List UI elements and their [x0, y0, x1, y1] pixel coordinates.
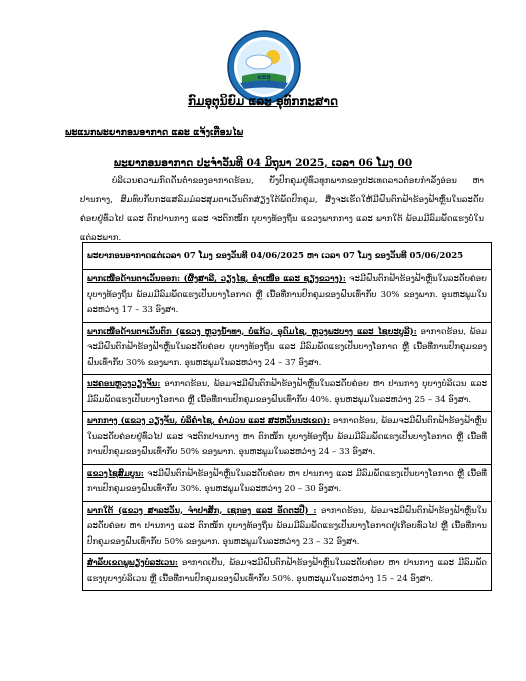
region-cell: [83, 322, 492, 375]
region-row-central: [83, 412, 492, 465]
region-cell: [83, 501, 492, 554]
region-row-south: [83, 501, 492, 554]
region-row-highlands: [83, 554, 492, 591]
ministry-name: ກົມອຸຕຸນິຍົມ ແລະ ອຸທົກກະສາດ: [187, 94, 339, 108]
region-row-north-west: [83, 322, 492, 375]
forecast-period-header: ພະຍາກອນອາກາດແຕ່ເວລາ 07 ໂມງ ຂອງວັນທີ 04/06/2025 ຫາ ເວລາ 07 ໂມງ ຂອງວັນທີ 05/06/2025: [83, 243, 492, 270]
region-forecast: ອາກາດຮ້ອນ, ພ້ອມຈະມີຝົນຕົກຟ້າຮ້ອງຟ້າຫຼົ່ນໃນລະດັບຄ່ອຍ ບຸບາງທ້ອງຖິ່ນ ແລະ ມີລົມພັດແຮງເປັນບາງໂອກາດ ຫຼື ເນື້ອທີ່ການປົກຄຸມຂອງຝົນເທົ່າກັບ 30% ຂອງພາກ. ອຸນຫະພູມໃນລະຫວ່າງ 24 – 37 ອົງສາ.: [87, 326, 487, 368]
region-row-vientiane-capital: [83, 375, 492, 412]
region-name: ນະຄອນຫຼວງວຽງຈັນ:: [87, 379, 161, 389]
region-name: ແຂວງໄຊສົມບູນ:: [87, 468, 144, 479]
region-forecast: ຈະມີຝົນຕົກຟ້າຮ້ອງຟ້າຫຼົ່ນໃນລະດັບຄ່ອຍ ຫາ ປານກາງ ແລະ ມີລົມພັດແຮງເປັນບາງໂອກາດ ຫຼື ເນື້ອທີ່ການປົກຄຸມຂອງຝົນເທົ່າກັບ 30%. ອຸນຫະພູມໃນລະຫວ່າງ 20 – 30 ອົງສາ.: [87, 468, 487, 494]
region-cell: [83, 375, 492, 412]
region-forecast: ອາກາດຮ້ອນ, ພ້ອມຈະມີຝົນຕົກຟ້າຮ້ອງຟ້າຫຼົ່ນໃນລະດັບຄ່ອຍ ຫາ ປານກາງ ແລະ ຕົກໜັກ ບຸບາງທ້ອງຖິ່ນ ພ້ອມມີລົມພັດແຮງເປັນບາງໂອກາດຢູ່ເກືອບທົ່ວໄປ ຫຼື ເນື້ອທີ່ການປົກຄຸມຂອງຝົນເທົ່າກັບ 50% ຂອງພາກ. ອຸນຫະພູມໃນລະຫວ່າງ 23 – 32 ອົງສາ.: [87, 505, 487, 547]
forecast-table: [82, 242, 492, 591]
region-forecast: ອາກາດຮ້ອນ, ພ້ອມຈະມີຝົນຕົກຟ້າຮ້ອງຟ້າຫຼົ່ນໃນລະດັບຄ່ອຍຢູ່ທົ່ວໄປ ແລະ ຈະຕົກປານກາງ ຫາ ຕົກໜັກ ບຸບາງທ້ອງຖິ່ນ ພ້ອມມີລົມພັດແຮງເປັນບາງໂອກາດ ຫຼື ເນື້ອທີ່ການປົກຄຸມຂອງຝົນເທົ່າກັບ 50% ຂອງພາກ. ອຸນຫະພູມໃນລະຫວ່າງ 24 – 33 ອົງສາ.: [87, 416, 487, 457]
region-name: ພາກເໜືອດ້ານຕາເວັນຕົກ (ແຂວງ ຫຼວງນ້ຳທາ, ບໍ່ແກ້ວ, ອຸດົມໄຊ, ຫຼວງພະບາງ ແລະ ໄຊຍະບູລີ):: [87, 326, 417, 337]
region-cell: [83, 554, 492, 591]
bulletin-title: ພະຍາກອນອາກາດ ປະຈຳວັນທີ 04 ມິຖຸນາ 2025, ເວລາ 06 ໂມງ 00: [113, 157, 413, 169]
department-name: ພະແນກພະຍາກອນອາກາດ ແລະ ແຈ້ງເຕືອນໄພ: [65, 127, 244, 138]
region-name: ພາກເໜືອດ້ານຕາເວັນອອກ: (ຜົ້ງສາລີ, ວຽງໄຊ, ຊໍາເໜືອ ແລະ ຊຽງຂວາງ):: [87, 274, 346, 284]
region-name: ພາກໃຕ້ (ແຂວງ ສາລະວັນ, ຈຳປາສັກ, ເຊກອງ ແລະ ອັດຕະປື) :: [87, 505, 317, 516]
forecast-header-row: [83, 243, 492, 270]
synoptic-intro: ບໍລິເວນຄວາມກົດດັນຕ່ຳຂອງອາກາດຮ້ອນ, ຍັງປົກຄຸມຢູ່ທົ່ວທຸກພາກຂອງປະເທດລາວຕໍ່ອຍກຳລັງອ່ອນ ຫາ ປານກາງ, ສົມທົບກັບກະແສລົມມໍລະສຸມຕາເວັນຕົກສ່ຽງໃຕ້ພັດປົກຄຸມ, ສິ່ງຈະເຮັດໃຫ້ມີຝົນຕົກຟ້າຮ້ອງຟ້າຫຼົ່ນໃນລະດັບຄ່ອຍຢູ່ທົ່ວໄປ ແລະ ຕົກປານກາງ ແລະ ຈະຕົກໜັກ ບຸບາງທ້ອງຖິ່ນ ແຂວງພາກກາງ ແລະ ພາກໃຕ້ ພ້ອມມີລົມພັດແຮງບໍ່ໃນແຕ່ລະພາກ.: [80, 176, 484, 243]
logo-lettering: ຂອອຸ: [257, 74, 271, 81]
region-row-xaisomboun: [83, 464, 492, 501]
region-row-north-east: [83, 270, 492, 323]
region-name: ພາກກາງ (ແຂວງ ວຽງຈັນ, ບໍລິຄຳໄຊ, ຄຳມ່ວນ ແລະ ສະຫວັນນະເຂດ):: [87, 416, 331, 426]
region-cell: [83, 270, 492, 323]
region-cell: [83, 412, 492, 465]
region-forecast: ຈະມີຝົນຕົກຟ້າຮ້ອງຟ້າຫຼົ່ນໃນລະດັບຄ່ອຍບຸບາງທ້ອງຖິ່ນ ພ້ອມມີລົມພັດແຮງເປັນບາງໂອກາດ ຫຼື ເນື້ອທີ່ການປົກຄຸມຂອງຝົນເທົ່າກັບ 30% ຂອງພາກ. ອຸນຫະພູມໃນລະຫວ່າງ 17 – 33 ອົງສາ.: [87, 274, 487, 315]
region-forecast: ອາກາດຮ້ອນ, ພ້ອມຈະມີຝົນຕົກຟ້າຮ້ອງຟ້າຫຼົ່ນໃນລະດັບຄ່ອຍ ຫາ ປານກາງ ບຸບາງບໍລິເວນ ແລະ ມີລົມພັດແຮງເປັນບາງໂອກາດ ຫຼື ເນື້ອທີ່ການປົກຄຸມຂອງຝົນເທົ່າກັບ 40%. ອຸນຫະພູມໃນລະຫວ່າງ 25 – 34 ອົງສາ.: [87, 379, 487, 405]
region-cell: [83, 464, 492, 501]
region-name: ສຳລັບເຂດພູພຽງບໍລະເວນ:: [87, 558, 178, 568]
region-forecast: ອາກາດເຢັນ, ພ້ອມຈະມີຝົນຕົກຟ້າຮ້ອງຟ້າຫຼົ່ນໃນລະດັບຄ່ອຍ ຫາ ປານກາງ ແລະ ມີລົມພັດແຮງບຸບາງບໍລິເວນ ຫຼື ເນື້ອທີ່ການປົກຄຸມຂອງຝົນເທົ່າກັບ 50%. ອຸນຫະພູມໃນລະຫວ່າງ 15 – 24 ອົງສາ.: [87, 558, 487, 584]
